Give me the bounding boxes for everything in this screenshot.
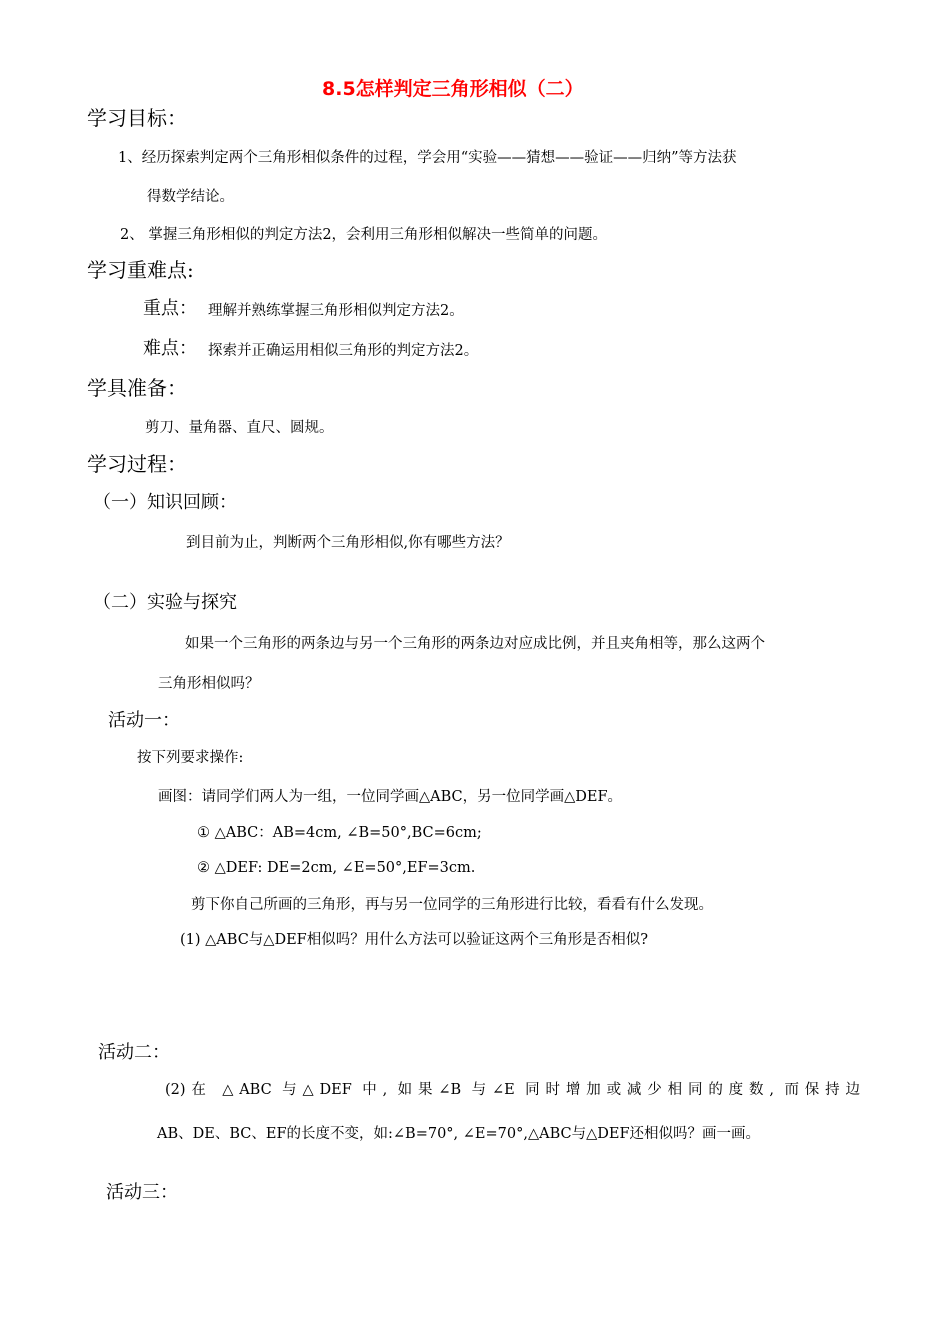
review-heading: （一）知识回顾： (93, 492, 237, 513)
focus-label: 重点： (143, 298, 197, 319)
difficulty-text: 探索并正确运用相似三角形的判定方法2。 (208, 343, 479, 359)
activity-2-heading: 活动二： (98, 1042, 170, 1063)
activity-1-question: (1) △ABC与△DEF相似吗？用什么方法可以验证这两个三角形是否相似? (180, 932, 648, 948)
explore-heading: （二）实验与探究 (93, 592, 237, 613)
objectives-heading: 学习目标： (87, 106, 187, 130)
activity-1-item-1: ① △ABC：AB=4cm, ∠B=50°,BC=6cm; (197, 825, 482, 841)
tools-heading: 学具准备： (87, 376, 187, 400)
activity-2-line-1: (2)在 △ABC 与△DEF 中, 如果∠B 与∠E 同时增加或减少相同的度数, 而保持边 (165, 1082, 860, 1098)
objective-item-1-line-1: 1、经历探索判定两个三角形相似条件的过程，学会用“实验——猜想——验证——归纳”等方法获 (118, 150, 737, 166)
activity-1-draw: 画图：请同学们两人为一组，一位同学画△ABC，另一位同学画△DEF。 (158, 789, 623, 805)
explore-line-1: 如果一个三角形的两条边与另一个三角形的两条边对应成比例，并且夹角相等，那么这两个 (185, 636, 765, 652)
activity-1-instruction: 按下列要求操作: (137, 750, 244, 766)
activity-1-heading: 活动一： (108, 710, 180, 731)
page-title: 8.5怎样判定三角形相似（二） (322, 78, 584, 100)
process-heading: 学习过程： (87, 452, 187, 476)
objective-item-2: 2、 掌握三角形相似的判定方法2，会利用三角形相似解决一些简单的问题。 (120, 227, 608, 243)
focus-text: 理解并熟练掌握三角形相似判定方法2。 (208, 303, 464, 319)
activity-2-line-2: AB、DE、BC、EF的长度不变，如:∠B=70°, ∠E=70°,△ABC与△DEF还相似吗？画一画。 (157, 1126, 761, 1142)
tools-text: 剪刀、量角器、直尺、圆规。 (145, 420, 334, 436)
difficulty-label: 难点： (143, 338, 197, 359)
review-text: 到目前为止，判断两个三角形相似,你有哪些方法？ (186, 535, 510, 551)
activity-1-item-2: ② △DEF: DE=2cm, ∠E=50°,EF=3cm. (197, 860, 476, 876)
activity-3-heading: 活动三： (106, 1182, 178, 1203)
key-points-heading: 学习重难点: (87, 258, 194, 282)
explore-line-2: 三角形相似吗？ (158, 676, 260, 692)
activity-1-cut: 剪下你自己所画的三角形，再与另一位同学的三角形进行比较，看看有什么发现。 (191, 897, 713, 913)
objective-item-1-line-2: 得数学结论。 (147, 189, 234, 205)
